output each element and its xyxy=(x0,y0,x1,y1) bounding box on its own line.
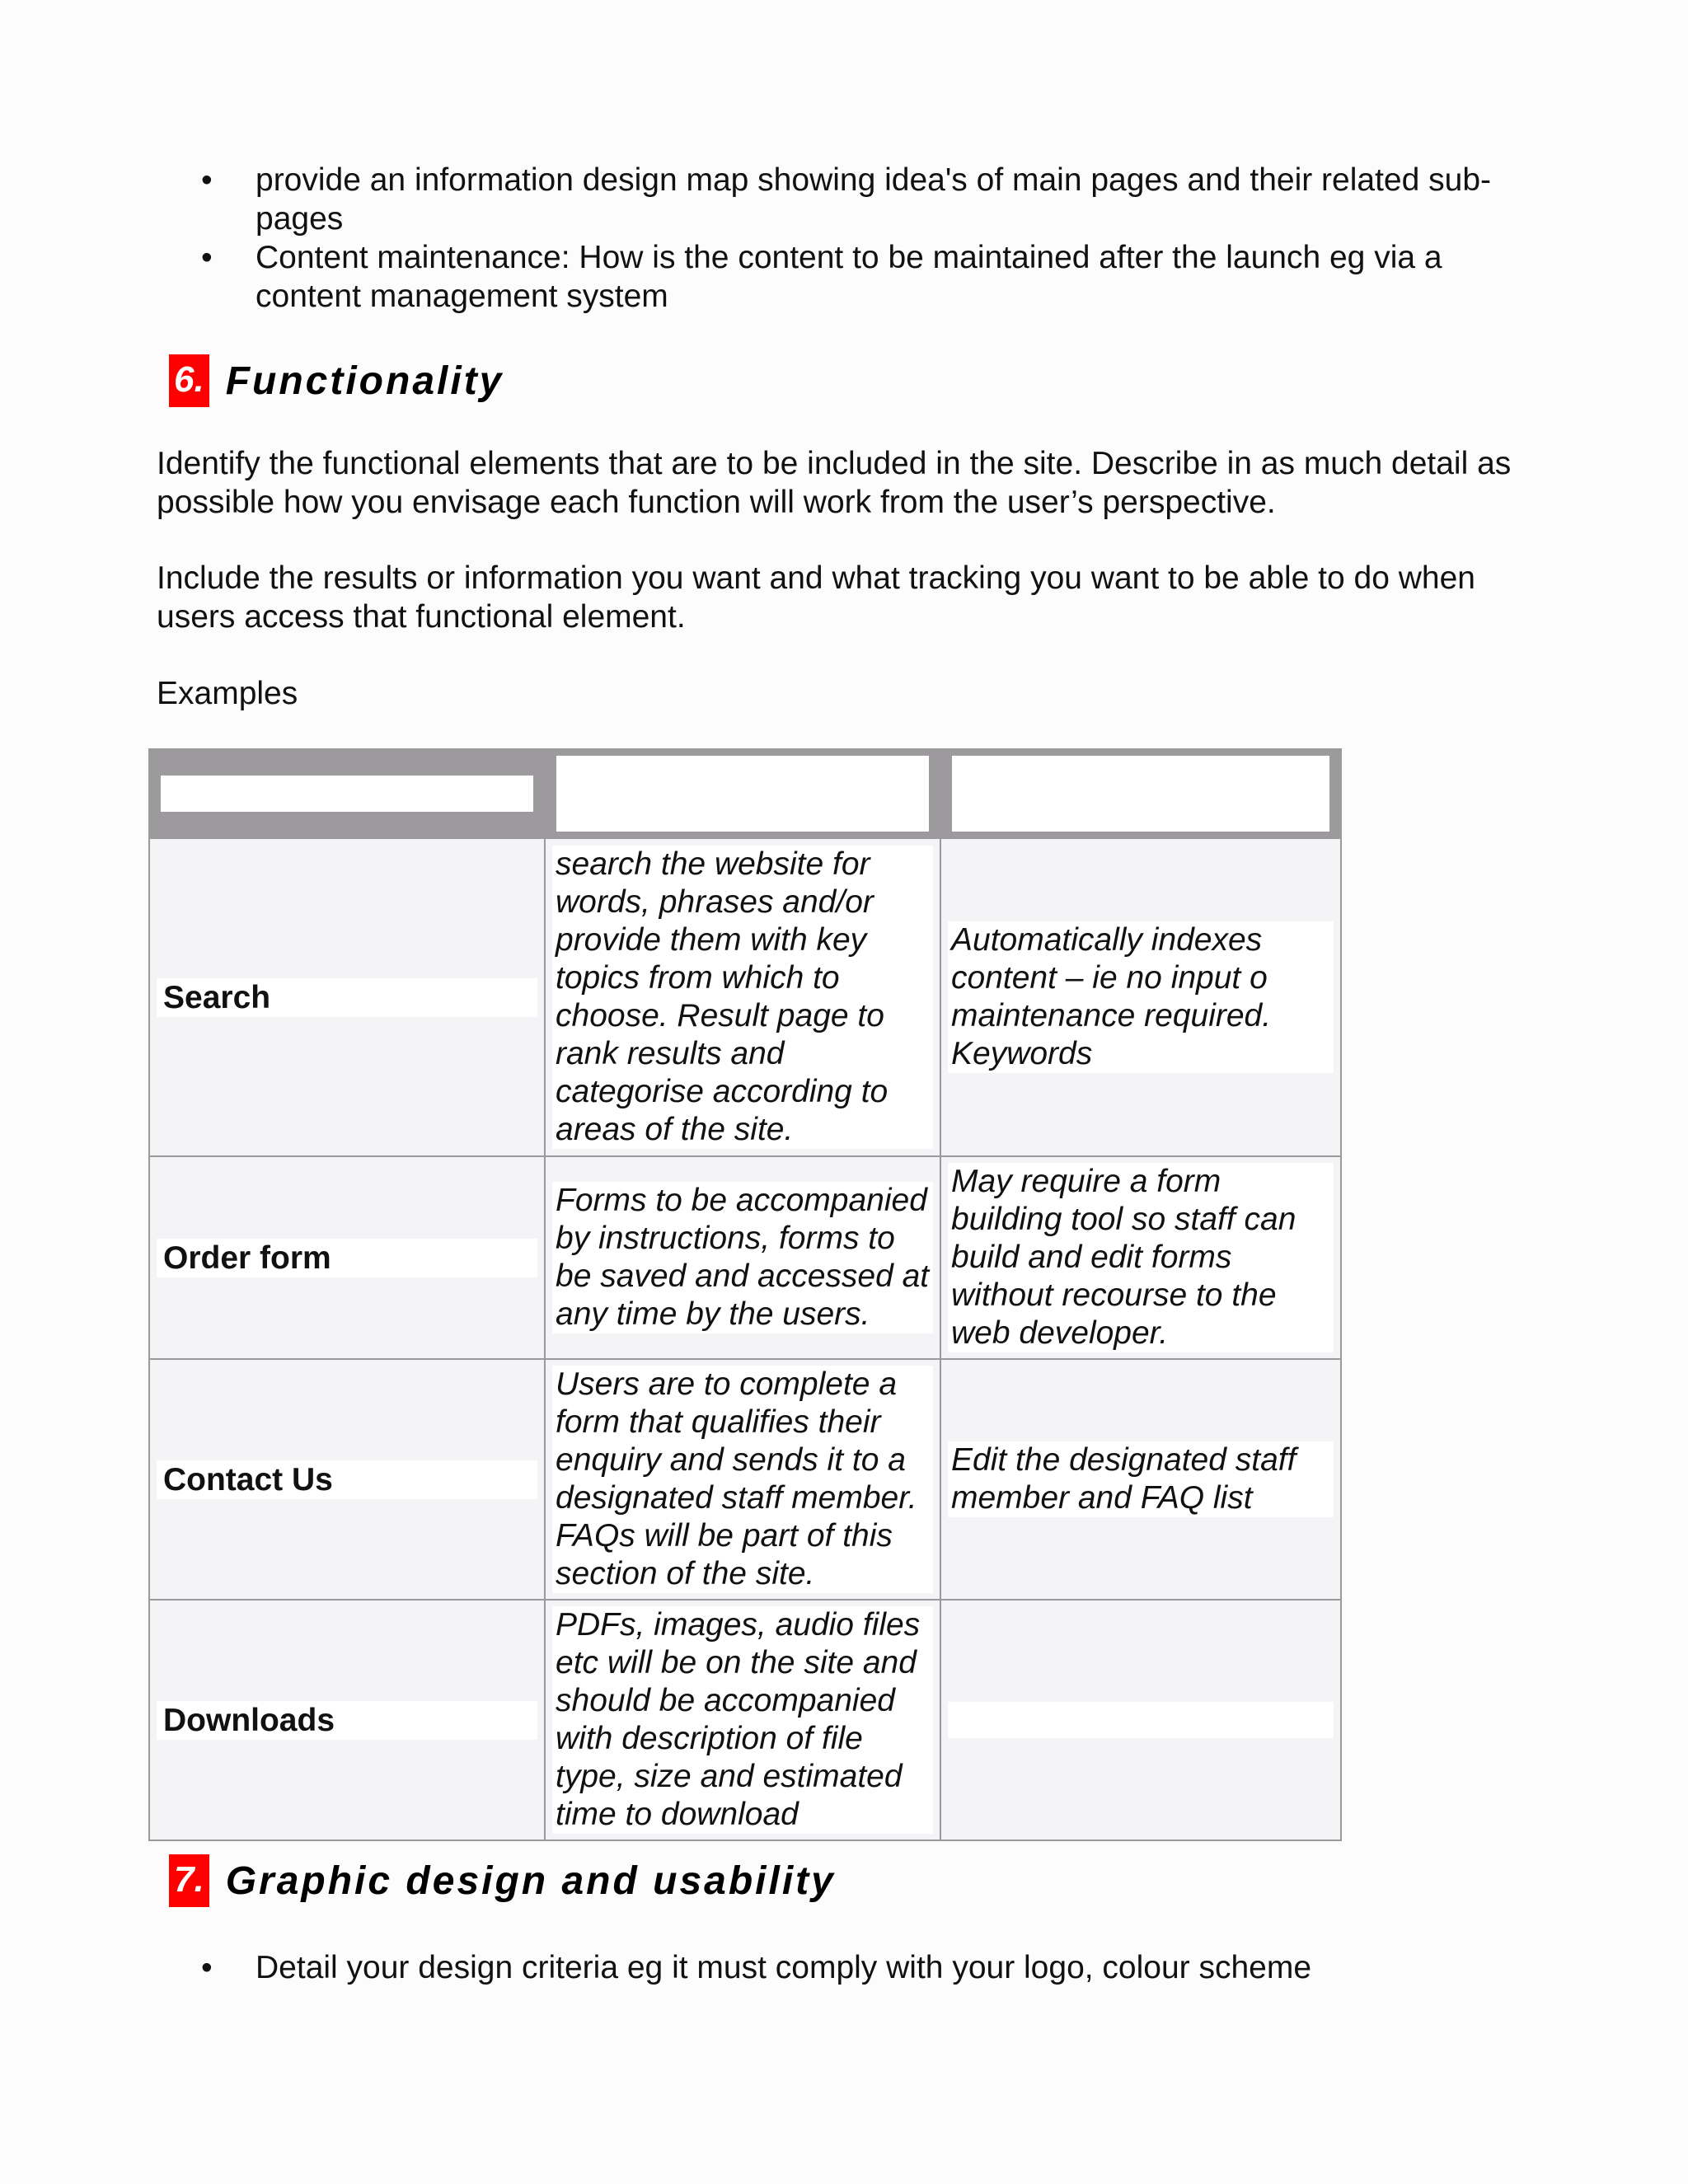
row-notes xyxy=(948,1702,1334,1738)
notes-cell xyxy=(940,1600,1341,1840)
notes-cell xyxy=(940,838,1341,1156)
notes-cell xyxy=(940,1359,1341,1600)
bullet-item: • Content maintenance: How is the content to be maintained after the launch eg via a content management system xyxy=(157,238,1541,316)
description-cell xyxy=(545,838,940,1156)
row-notes: Automatically indexes content – ie no input o maintenance required. Keywords xyxy=(948,921,1334,1073)
row-description: PDFs, images, audio files etc will be on the site and should be accompanied with description of file type, size and estimated time to download xyxy=(552,1606,933,1834)
bottom-bullet-list xyxy=(157,1948,1541,1987)
row-label-cell xyxy=(149,1600,545,1840)
row-description: search the website for words, phrases and/or provide them with key topics from which to choose. Result page to rank results and categorise according to areas of the site. xyxy=(552,846,933,1149)
description-cell xyxy=(545,1156,940,1359)
table-row xyxy=(149,1359,1341,1600)
header-cell xyxy=(149,749,545,838)
section-heading-graphic-design xyxy=(169,1854,836,1907)
row-label: Order form xyxy=(157,1239,537,1277)
section-number-badge: 6. xyxy=(169,354,209,407)
notes-cell xyxy=(940,1156,1341,1359)
description-cell xyxy=(545,1359,940,1600)
row-label-cell xyxy=(149,1359,545,1600)
examples-table xyxy=(148,748,1342,1841)
table-row xyxy=(149,838,1341,1156)
row-notes: Edit the designated staff member and FAQ list xyxy=(948,1441,1334,1517)
examples-label: Examples xyxy=(157,676,298,711)
section-number-badge: 7. xyxy=(169,1854,209,1907)
table-row xyxy=(149,1600,1341,1840)
paragraph-include: Include the results or information you want and what tracking you want to be able to do when users access that functional element. xyxy=(157,560,1475,635)
row-label: Contact Us xyxy=(157,1460,537,1499)
header-cell xyxy=(940,749,1341,838)
row-description: Users are to complete a form that qualifies their enquiry and sends it to a designated staff member. FAQs will be part of this section of the site. xyxy=(552,1366,933,1593)
description-cell xyxy=(545,1600,940,1840)
row-label-cell xyxy=(149,838,545,1156)
bullet-item: • provide an information design map showing idea's of main pages and their related sub-pages xyxy=(157,161,1541,238)
row-notes: May require a form building tool so staff can build and edit forms without recourse to the web developer. xyxy=(948,1163,1334,1352)
paragraph-identify: Identify the functional elements that are to be included in the site. Describe in as much detail as possible how you envisage each function will work from the user’s perspective. xyxy=(157,446,1512,520)
table-header-row xyxy=(149,749,1341,838)
row-description: Forms to be accompanied by instructions, forms to be saved and accessed at any time by the users. xyxy=(552,1182,933,1333)
row-label: Downloads xyxy=(157,1701,537,1740)
bullet-item: • Detail your design criteria eg it must comply with your logo, colour scheme xyxy=(157,1948,1541,1987)
top-bullet-list xyxy=(157,161,1541,316)
section-title: Functionality xyxy=(225,359,504,403)
section-heading-functionality xyxy=(169,354,504,407)
table-row xyxy=(149,1156,1341,1359)
row-label: Search xyxy=(157,978,537,1017)
row-label-cell xyxy=(149,1156,545,1359)
section-title: Graphic design and usability xyxy=(225,1858,836,1903)
header-cell xyxy=(545,749,940,838)
